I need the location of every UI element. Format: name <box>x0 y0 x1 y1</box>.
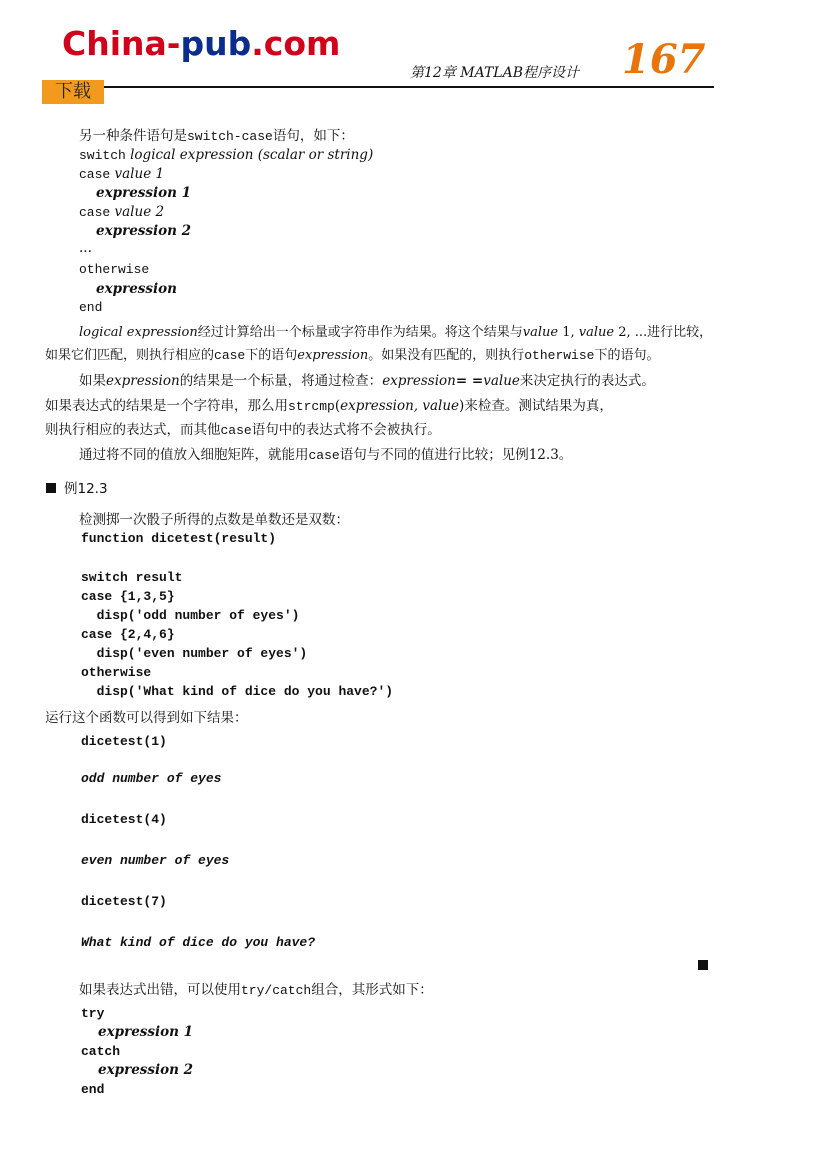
example-end-square <box>698 960 708 970</box>
syntax1-case2-arg: value 2 <box>110 204 165 220</box>
para4-line <box>79 978 433 998</box>
syntax1-line4 <box>79 204 164 220</box>
example-code-line: switch result <box>81 570 183 585</box>
call-command: dicetest(7) <box>81 894 167 909</box>
example-title: 例12.3 <box>64 481 108 497</box>
download-tag: 下载 <box>42 80 104 104</box>
para2-text-b3: )来检查。测试结果为真， <box>459 398 613 414</box>
syntax1-case1: case <box>79 167 111 182</box>
syntax1-line5: expression 2 <box>96 223 192 239</box>
para2-case-code: case <box>220 423 252 438</box>
para2-text-c: 则执行相应的表达式，而其他 <box>45 422 221 438</box>
para2-text-a: 如果 <box>79 373 106 389</box>
intro-line <box>79 124 354 144</box>
para3-text-a2: 语句与不同的值进行比较；见例12.3。 <box>339 447 573 463</box>
para2-operator: = = <box>455 373 484 389</box>
logo-com-text: .com <box>251 24 341 63</box>
para2-expression: expression <box>106 373 180 389</box>
para3-text-a: 通过将不同的值放入细胞矩阵，就能用 <box>79 447 309 463</box>
syntax1-line7: otherwise <box>79 262 150 277</box>
para2-line1 <box>79 369 655 389</box>
china-pub-logo <box>62 24 340 64</box>
para1-term: logical expression <box>79 325 198 340</box>
call-output: even number of eyes <box>81 853 230 868</box>
para2-text-a2: 的结果是一个标量，将通过检查： <box>179 373 383 389</box>
intro-text-b: 语句，如下： <box>272 128 354 144</box>
para4-try-catch: try/catch <box>241 983 312 998</box>
syntax1-line1 <box>79 147 373 163</box>
para1-text-b3: 。如果没有匹配的，则执行 <box>368 348 525 363</box>
para2-paren: ( <box>334 398 341 414</box>
example-code-line: case {1,3,5} <box>81 589 175 604</box>
para1-value2: value <box>578 325 615 340</box>
para2-line3 <box>45 418 441 438</box>
syntax1-line9: end <box>79 300 103 315</box>
call-command: dicetest(1) <box>81 734 167 749</box>
example-code-line: disp('even number of eyes') <box>81 646 308 661</box>
para3-case-code: case <box>308 448 340 463</box>
para1-text-b: 如果它们匹配，则执行相应的 <box>45 348 215 363</box>
call-output: odd number of eyes <box>81 771 222 786</box>
para1-text-b4: 下的语句。 <box>594 348 660 363</box>
syntax1-case1-arg: value 1 <box>110 166 165 182</box>
para2-text-b: 如果表达式的结果是一个字符串，那么用 <box>45 398 288 414</box>
para1-text-a: 经过计算给出一个标量或字符串作为结果。将这个结果与 <box>197 325 523 340</box>
syntax2-catch: catch <box>81 1044 121 1059</box>
para1-text-a3: 2, ...进行比较， <box>614 325 713 340</box>
run-text: 运行这个函数可以得到如下结果： <box>45 710 248 726</box>
intro-keyword: switch-case <box>187 129 273 144</box>
page-number: 167 <box>622 36 706 83</box>
syntax1-line2 <box>79 166 164 182</box>
para2-args: expression, value <box>340 398 460 414</box>
example-code-line: disp('What kind of dice do you have?') <box>81 684 394 699</box>
para1-line2 <box>45 344 659 363</box>
para1-expression: expression <box>297 348 369 363</box>
syntax2-end: end <box>81 1082 105 1097</box>
syntax1-line8: expression <box>96 281 177 297</box>
para2-line2 <box>45 394 613 414</box>
para2-text-a3: 来决定执行的表达式。 <box>519 373 655 389</box>
para1-text-b2: 下的语句 <box>245 348 298 363</box>
para1-text-a2: 1, <box>558 325 579 340</box>
call-command: dicetest(4) <box>81 812 167 827</box>
syntax2-expr1: expression 1 <box>98 1024 194 1040</box>
call-output: What kind of dice do you have? <box>81 935 316 950</box>
chapter-label: 第12章 MATLAB程序设计 <box>410 65 579 81</box>
para3-line <box>79 443 572 463</box>
example-start-square <box>46 483 56 493</box>
logo-pub-text: pub <box>180 24 252 63</box>
syntax1-line6: ... <box>79 240 92 256</box>
example-code-line: case {2,4,6} <box>81 627 175 642</box>
intro-text-a: 另一种条件语句是 <box>79 128 187 144</box>
example-desc: 检测掷一次骰子所得的点数是单数还是双数： <box>79 512 349 528</box>
para1-case-code: case <box>214 348 246 363</box>
syntax1-switch-arg: logical expression (scalar or string) <box>125 147 374 163</box>
para1-otherwise-code: otherwise <box>524 348 595 363</box>
para2-expression2: expression <box>382 373 456 389</box>
para2-text-c2: 语句中的表达式将不会被执行。 <box>251 422 441 438</box>
para1-value1: value <box>522 325 559 340</box>
syntax2-expr2: expression 2 <box>98 1062 194 1078</box>
para4-text-a2: 组合，其形式如下： <box>311 982 433 998</box>
example-code-line: otherwise <box>81 665 152 680</box>
para2-strcmp: strcmp <box>288 399 335 414</box>
para2-value: value <box>483 373 520 389</box>
syntax1-switch: switch <box>79 148 126 163</box>
syntax2-try: try <box>81 1006 105 1021</box>
para4-text-a: 如果表达式出错，可以使用 <box>79 982 241 998</box>
para1-line1 <box>79 321 712 340</box>
syntax1-case2: case <box>79 205 111 220</box>
example-code-line: disp('odd number of eyes') <box>81 608 300 623</box>
logo-dash-text: - <box>166 24 181 63</box>
example-code-line: function dicetest(result) <box>81 531 277 546</box>
header-rule <box>42 86 714 88</box>
syntax1-line3: expression 1 <box>96 185 192 201</box>
logo-china-text: China <box>62 24 167 63</box>
